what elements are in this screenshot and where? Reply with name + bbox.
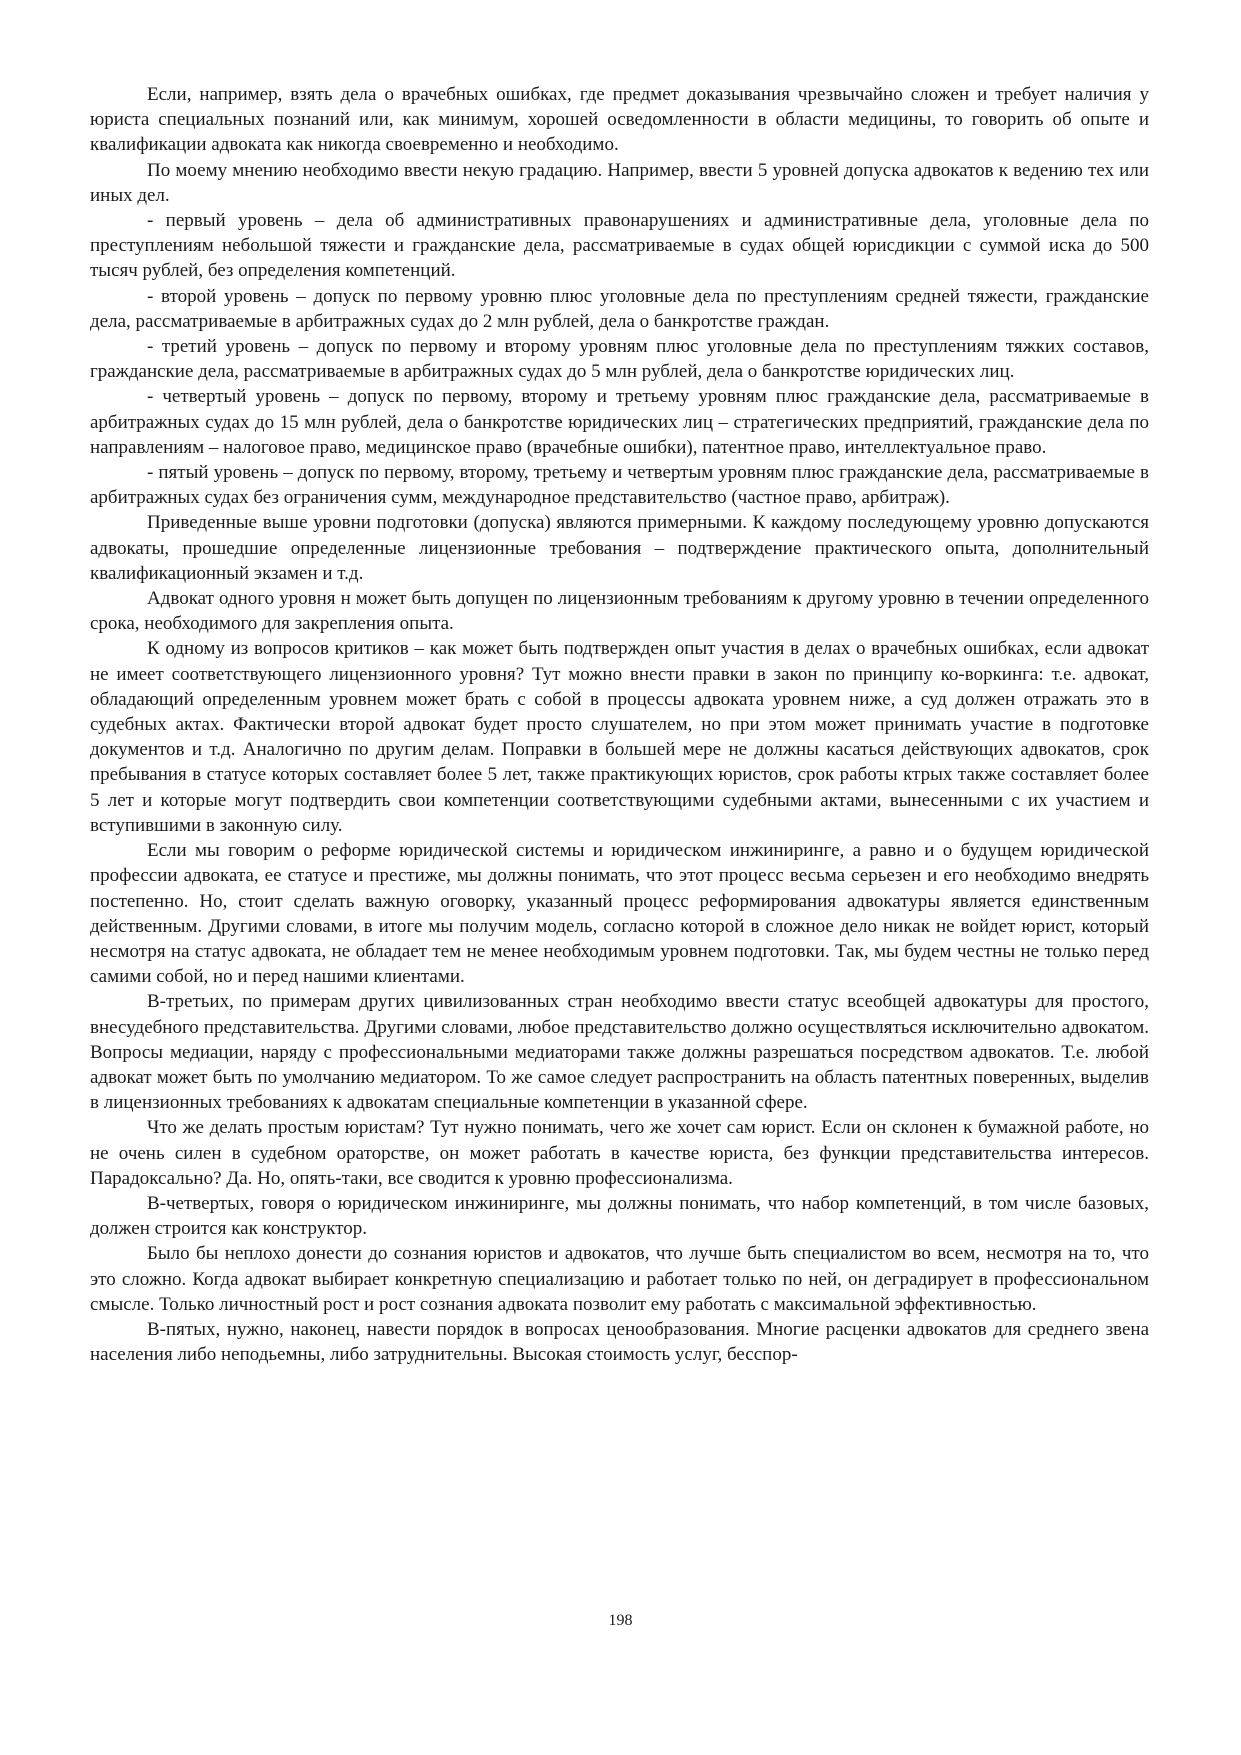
paragraph: - пятый уровень – допуск по первому, второму, третьему и четвертым уровням плюс гражданские дела, рассматриваемые в арбитражных судах без ограничения сумм, международное представительство (частное право, арбитраж). [90,462,1149,509]
paragraph: К одному из вопросов критиков – как может быть подтвержден опыт участия в делах о врачебных ошибках, если адвокат не имеет соответствующего лицензионного уровня? Тут можно внести правки в закон по принципу ко-воркинга: т.е. адвокат, обладающий определенным уровнем может брать с собой в процессы адвоката уровнем ниже, а суд должен отражать это в судебных актах. Фактически второй адвокат будет просто слушателем, но при этом может принимать участие в подготовке документов и т.д. Аналогично по другим делам. Поправки в большей мере не должны касаться действующих адвокатов, срок пребывания в статусе которых составляет более 5 лет, также практикующих юристов, срок работы ктрых также составляет более 5 лет и которые могут подтвердить свои компетенции соответствующими судебными актами, вынесенными с их участием и вступившими в законную силу. [90,638,1149,836]
paragraph: Приведенные выше уровни подготовки (допуска) являются примерными. К каждому последующему уровню допускаются адвокаты, прошедшие определенные лицензионные требования – подтверждение практического опыта, дополнительный квалификационный экзамен и т.д. [90,512,1149,584]
paragraph: В-четвертых, говоря о юридическом инжиниринге, мы должны понимать, что набор компетенций, в том числе базовых, должен строится как конструктор. [90,1192,1149,1240]
paragraph: Если мы говорим о реформе юридической системы и юридическом инжиниринге, а равно и о будущем юридической профессии адвоката, ее статусе и престиже, мы должны понимать, что этот процесс весьма серьезен и его необходимо внедрять постепенно. Но, стоит сделать важную оговорку, указанный процесс реформирования адвокатуры является единственным действенным. Другими словами, в итоге мы получим модель, согласно которой в сложное дело никак не войдет юрист, который несмотря на статус адвоката, не обладает тем не менее необходимым уровнем подготовки. Так, мы будем честны не только перед самими собой, но и перед нашими клиентами. [90,840,1149,988]
paragraph: В-третьих, по примерам других цивилизованных стран необходимо ввести статус всеобщей адвокатуры для простого, внесудебного представительства. Другими словами, любое представительство должно осуществляться исключительно адвокатом. Вопросы медиации, наряду с профессиональными медиаторами также должны разрешаться посредством адвокатов. Т.е. любой адвокат может быть по умолчанию медиатором. То же самое следует распространить на область патентных поверенных, выделив в лицензионных требованиях к адвокатам специальные компетенции в указанной сфере. [90,991,1149,1114]
page-number: 198 [608,1612,633,1629]
paragraph: Было бы неплохо донести до сознания юристов и адвокатов, что лучше быть специалистом во всем, несмотря на то, что это сложно. Когда адвокат выбирает конкретную специализацию и работает только по ней, он деградирует в профессиональном смысле. Только личностный рост и рост сознания адвоката позволит ему работать с максимальной эффективностью. [90,1243,1149,1315]
paragraph: - второй уровень – допуск по первому уровню плюс уголовные дела по преступлениям средней тяжести, гражданские дела, рассматриваемые в арбитражных судах до 2 млн рублей, дела о банкротстве граждан. [90,285,1149,332]
paragraph: - четвертый уровень – допуск по первому, второму и третьему уровням плюс гражданские дела, рассматриваемые в арбитражных судах до 15 млн рублей, дела о банкротстве юридических лиц – стратегических предприятий, гражданские дела по направлениям – налоговое право, медицинское право (врачебные ошибки), патентное право, интеллектуальное право. [90,386,1149,458]
paragraph: Что же делать простым юристам? Тут нужно понимать, чего же хочет сам юрист. Если он склонен к бумажной работе, но не очень силен в судебном ораторстве, он может работать в качестве юриста, без функции представительства интересов. Парадоксально? Да. Но, опять-таки, все сводится к уровню профессионализма. [90,1117,1149,1189]
paragraph: Если, например, взять дела о врачебных ошибках, где предмет доказывания чрезвычайно сложен и требует наличия у юриста специальных познаний или, как минимум, хорошей осведомленности в области медицины, то говорить об опыте и квалификации адвоката как никогда своевременно и необходимо. [90,84,1149,156]
paragraph: - третий уровень – допуск по первому и второму уровням плюс уголовные дела по преступлениям тяжких составов, гражданские дела, рассматриваемые в арбитражных судах до 5 млн рублей, дела о банкротстве юридических лиц. [90,336,1149,383]
paragraph: Адвокат одного уровня н может быть допущен по лицензионным требованиям к другому уровню в течении определенного срока, необходимого для закрепления опыта. [90,588,1149,635]
paragraph: - первый уровень – дела об административных правонарушениях и административные дела, уголовные дела по преступлениям небольшой тяжести и гражданские дела, рассматриваемые в судах общей юрисдикции с суммой иска до 500 тысяч рублей, без определения компетенций. [90,210,1149,282]
paragraph: В-пятых, нужно, наконец, навести порядок в вопросах ценообразования. Многие расценки адвокатов для среднего звена населения либо неподьемны, либо затруднительны. Высокая стоимость услуг, бесспор- [90,1318,1149,1366]
paragraph: По моему мнению необходимо ввести некую градацию. Например, ввести 5 уровней допуска адвокатов к ведению тех или иных дел. [90,159,1149,206]
document-body [90,82,1149,1367]
